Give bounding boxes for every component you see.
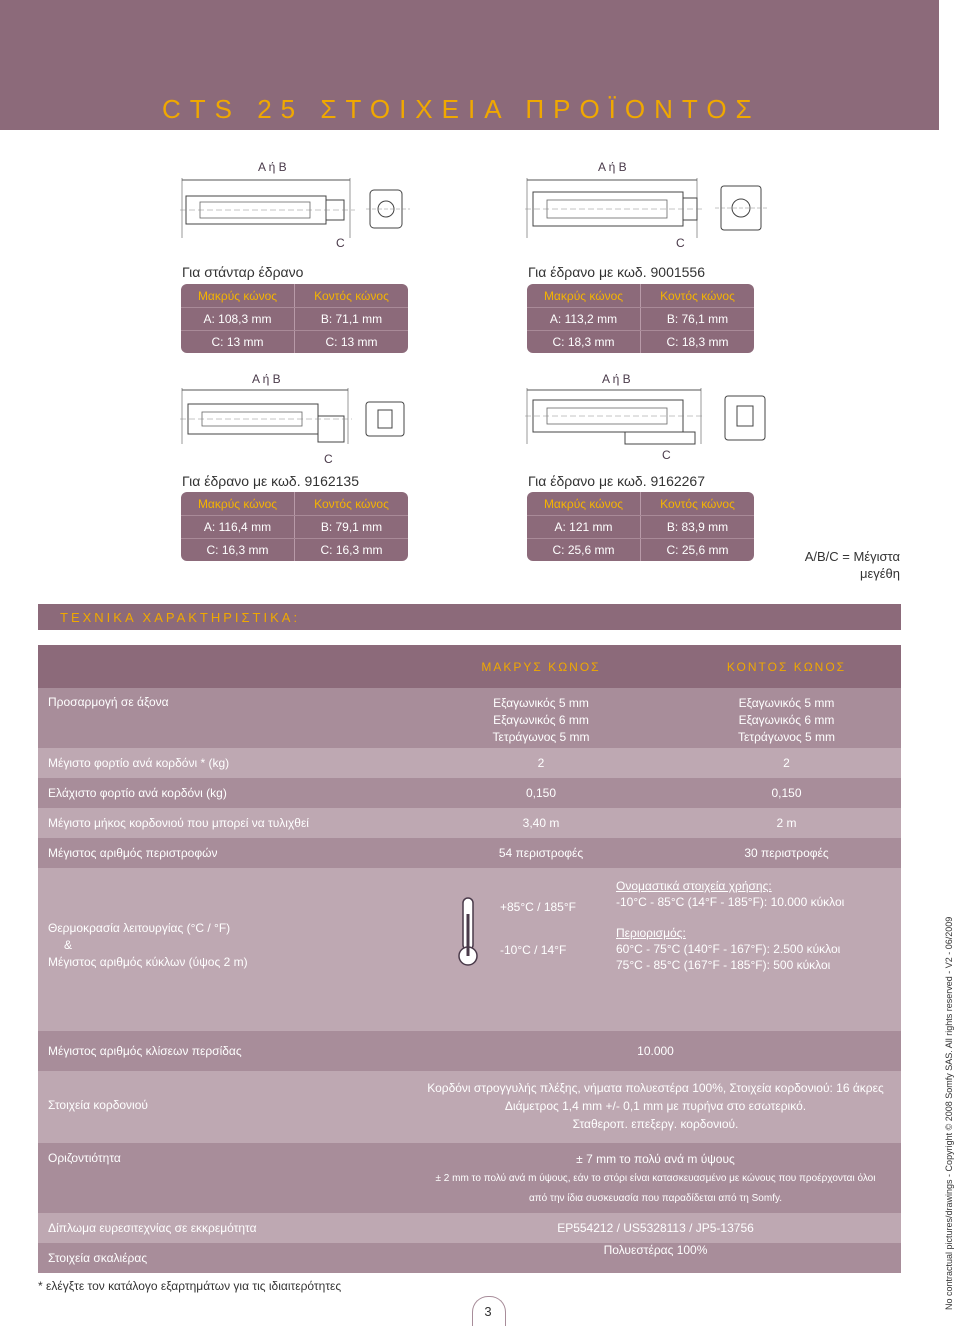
cell: B: 79,1 mm (294, 516, 408, 538)
cell: C: 13 mm (294, 331, 408, 353)
col-long: Μακρύς κώνος (181, 492, 294, 515)
dim-c-label: C (676, 236, 685, 250)
spec-heading: Για στάνταρ έδρανο (182, 264, 304, 280)
cell: B: 83,9 mm (640, 516, 754, 538)
cell: 54 περιστροφές (498, 846, 584, 860)
header-panel (0, 0, 939, 130)
table-row-temperature (38, 868, 901, 1031)
dim-ab-label: A ή B (598, 160, 627, 174)
cell: C: 18,3 mm (527, 331, 640, 353)
copyright-text: No contractual pictures/drawings - Copyright © 2008 Somfy SAS. All rights reserved - V2 - 06/2009 (944, 916, 954, 1310)
dim-ab-label: A ή B (252, 372, 281, 386)
spec-heading: Για έδρανο με κωδ. 9162135 (182, 473, 360, 489)
row-label: Στοιχεία κορδονιού (48, 1098, 148, 1112)
cell: ± 2 mm το πολύ ανά m ύψους, εάν το στόρι είναι κατασκευασμένο με κώνους που προέρχονται όλοι (435, 1173, 876, 1184)
row-label: Μέγιστος αριθμός κύκλων (ύψος 2 m) (48, 955, 248, 969)
cell: A: 116,4 mm (181, 516, 294, 538)
copyright-side-note (944, 916, 960, 1310)
page-title: CTS 25 ΣΤΟΙΧΕΙΑ ΠΡΟΪΟΝΤΟΣ (162, 94, 761, 124)
cell: 30 περιστροφές (744, 846, 829, 860)
table-row (38, 1031, 901, 1071)
cell: 10.000 (637, 1044, 674, 1058)
col-short-header: ΚΟΝΤΟΣ ΚΩΝΟΣ (726, 660, 847, 674)
row-label: Μέγιστο φορτίο ανά κορδόνι * (kg) (48, 756, 230, 770)
spec-heading: Για έδρανο με κωδ. 9162267 (528, 473, 706, 489)
cell: C: 16,3 mm (181, 539, 294, 561)
cell: C: 25,6 mm (527, 539, 640, 561)
cell: Τετράγωνος 5 mm (492, 730, 590, 744)
col-short: Κοντός κώνος (294, 284, 408, 307)
spec-heading: Για έδρανο με κωδ. 9001556 (528, 264, 706, 280)
cell: Εξαγωνικός 6 mm (738, 713, 835, 727)
cell: 0,150 (525, 786, 557, 800)
nominal-value: -10°C - 85°C (14°F - 185°F): 10.000 κύκλοι (616, 895, 845, 909)
col-long-header: ΜΑΚΡΥΣ ΚΩΝΟΣ (481, 660, 601, 674)
cell: 0,150 (771, 786, 802, 800)
cell: Κορδόνι στρογγυλής πλέξης, νήματα πολυεστέρα 100%, Στοιχεία κορδονιού: 16 άκρες (427, 1081, 884, 1095)
max-dims-note (805, 548, 900, 582)
cell: Σταθεροπ. επεξεργ. κορδονιού. (572, 1117, 739, 1131)
col-long: Μακρύς κώνος (181, 284, 294, 307)
row-label: Στοιχεία σκαλιέρας (48, 1251, 148, 1265)
row-label: Μέγιστος αριθμός κλίσεων περσίδας (48, 1044, 242, 1058)
dim-c-label: C (324, 452, 333, 466)
col-long: Μακρύς κώνος (527, 492, 640, 515)
temp-low: -10°C / 14°F (500, 943, 567, 957)
dim-c-label: C (336, 236, 345, 250)
table-row (38, 1143, 901, 1213)
cell: από την ίδια συσκευασία που παραδίδεται από τη Somfy. (528, 1193, 783, 1204)
spec-table (527, 492, 754, 561)
cell: C: 25,6 mm (640, 539, 754, 561)
cell: C: 16,3 mm (294, 539, 408, 561)
cell: 2 (537, 756, 545, 770)
table-row (38, 688, 901, 748)
cell: Εξαγωνικός 5 mm (738, 696, 835, 710)
spec-table (181, 284, 408, 353)
table-row (38, 748, 901, 778)
limit-value-2: 75°C - 85°C (167°F - 185°F): 500 κύκλοι (616, 958, 831, 972)
cell: Εξαγωνικός 5 mm (493, 696, 589, 710)
cell: A: 113,2 mm (527, 308, 640, 330)
diagram-drawing-3 (180, 388, 420, 450)
max-dims-line1: A/B/C = Μέγιστα (804, 549, 900, 564)
cell: C: 18,3 mm (640, 331, 754, 353)
footnote: * ελέγξτε τον κατάλογο εξαρτημάτων για τις ιδιαιτερότητες (38, 1279, 342, 1293)
thermometer-icon (455, 896, 481, 973)
limit-title: Περιορισμός: (616, 926, 686, 940)
cell: Διάμετρος 1,4 mm +/- 0,1 mm με πυρήνα στο εσωτερικό. (504, 1099, 807, 1113)
row-label: Μέγιστος αριθμός περιστροφών (48, 846, 218, 860)
nominal-title: Ονομαστικά στοιχεία χρήσης: (616, 879, 772, 893)
cell: A: 108,3 mm (181, 308, 294, 330)
cell: C: 13 mm (181, 331, 294, 353)
row-label: & (64, 938, 73, 952)
cell: 3,40 m (522, 816, 560, 830)
col-short: Κοντός κώνος (640, 492, 754, 515)
cell: 2 (783, 756, 790, 770)
row-label: Προσαρμογή σε άξονα (48, 695, 169, 709)
spec-table (181, 492, 408, 561)
page-number: 3 (484, 1304, 492, 1319)
dim-ab-label: A ή B (602, 372, 631, 386)
cell: B: 76,1 mm (640, 308, 754, 330)
cell: 2 m (776, 816, 797, 830)
diagram-drawing-1 (180, 178, 420, 248)
row-label: Μέγιστο μήκος κορδονιού που μπορεί να τυλιχθεί (48, 816, 309, 830)
col-long: Μακρύς κώνος (527, 284, 640, 307)
cell: Εξαγωνικός 6 mm (493, 713, 589, 727)
tech-title: ΤΕΧΝΙΚΑ ΧΑΡΑΚΤΗΡΙΣΤΙΚΑ: (60, 610, 301, 625)
spec-table (527, 284, 754, 353)
row-label: Ελάχιστο φορτίο ανά κορδόνι (kg) (48, 786, 227, 800)
diagram-drawing-4 (525, 388, 775, 450)
table-row (38, 1071, 901, 1143)
max-dims-line2: μεγέθη (859, 566, 900, 581)
col-short: Κοντός κώνος (294, 492, 408, 515)
row-label: Θερμοκρασία λειτουργίας (°C / °F) (48, 921, 231, 935)
table-row (38, 838, 901, 868)
dim-c-label: C (662, 448, 671, 462)
dim-ab-label: A ή B (258, 160, 287, 174)
table-row (38, 808, 901, 838)
table-row (38, 1213, 901, 1243)
row-label: Οριζοντιότητα (48, 1151, 121, 1165)
table-header-row (38, 645, 901, 688)
limit-value-1: 60°C - 75°C (140°F - 167°F): 2.500 κύκλοι (616, 942, 841, 956)
tech-section-bar (38, 604, 901, 630)
temp-high: +85°C / 185°F (500, 900, 576, 914)
cell: EP554212 / US5328113 / JP5-13756 (557, 1221, 754, 1235)
cell: ± 7 mm το πολύ ανά m ύψους (576, 1152, 735, 1166)
row-label: Δίπλωμα ευρεσιτεχνίας σε εκκρεμότητα (48, 1221, 257, 1235)
cell: B: 71,1 mm (294, 308, 408, 330)
diagram-drawing-2 (525, 178, 775, 248)
col-short: Κοντός κώνος (640, 284, 754, 307)
cell: A: 121 mm (527, 516, 640, 538)
cell: Τετράγωνος 5 mm (737, 730, 836, 744)
table-row (38, 1243, 901, 1273)
table-row (38, 778, 901, 808)
cell: Πολυεστέρας 100% (603, 1243, 708, 1257)
